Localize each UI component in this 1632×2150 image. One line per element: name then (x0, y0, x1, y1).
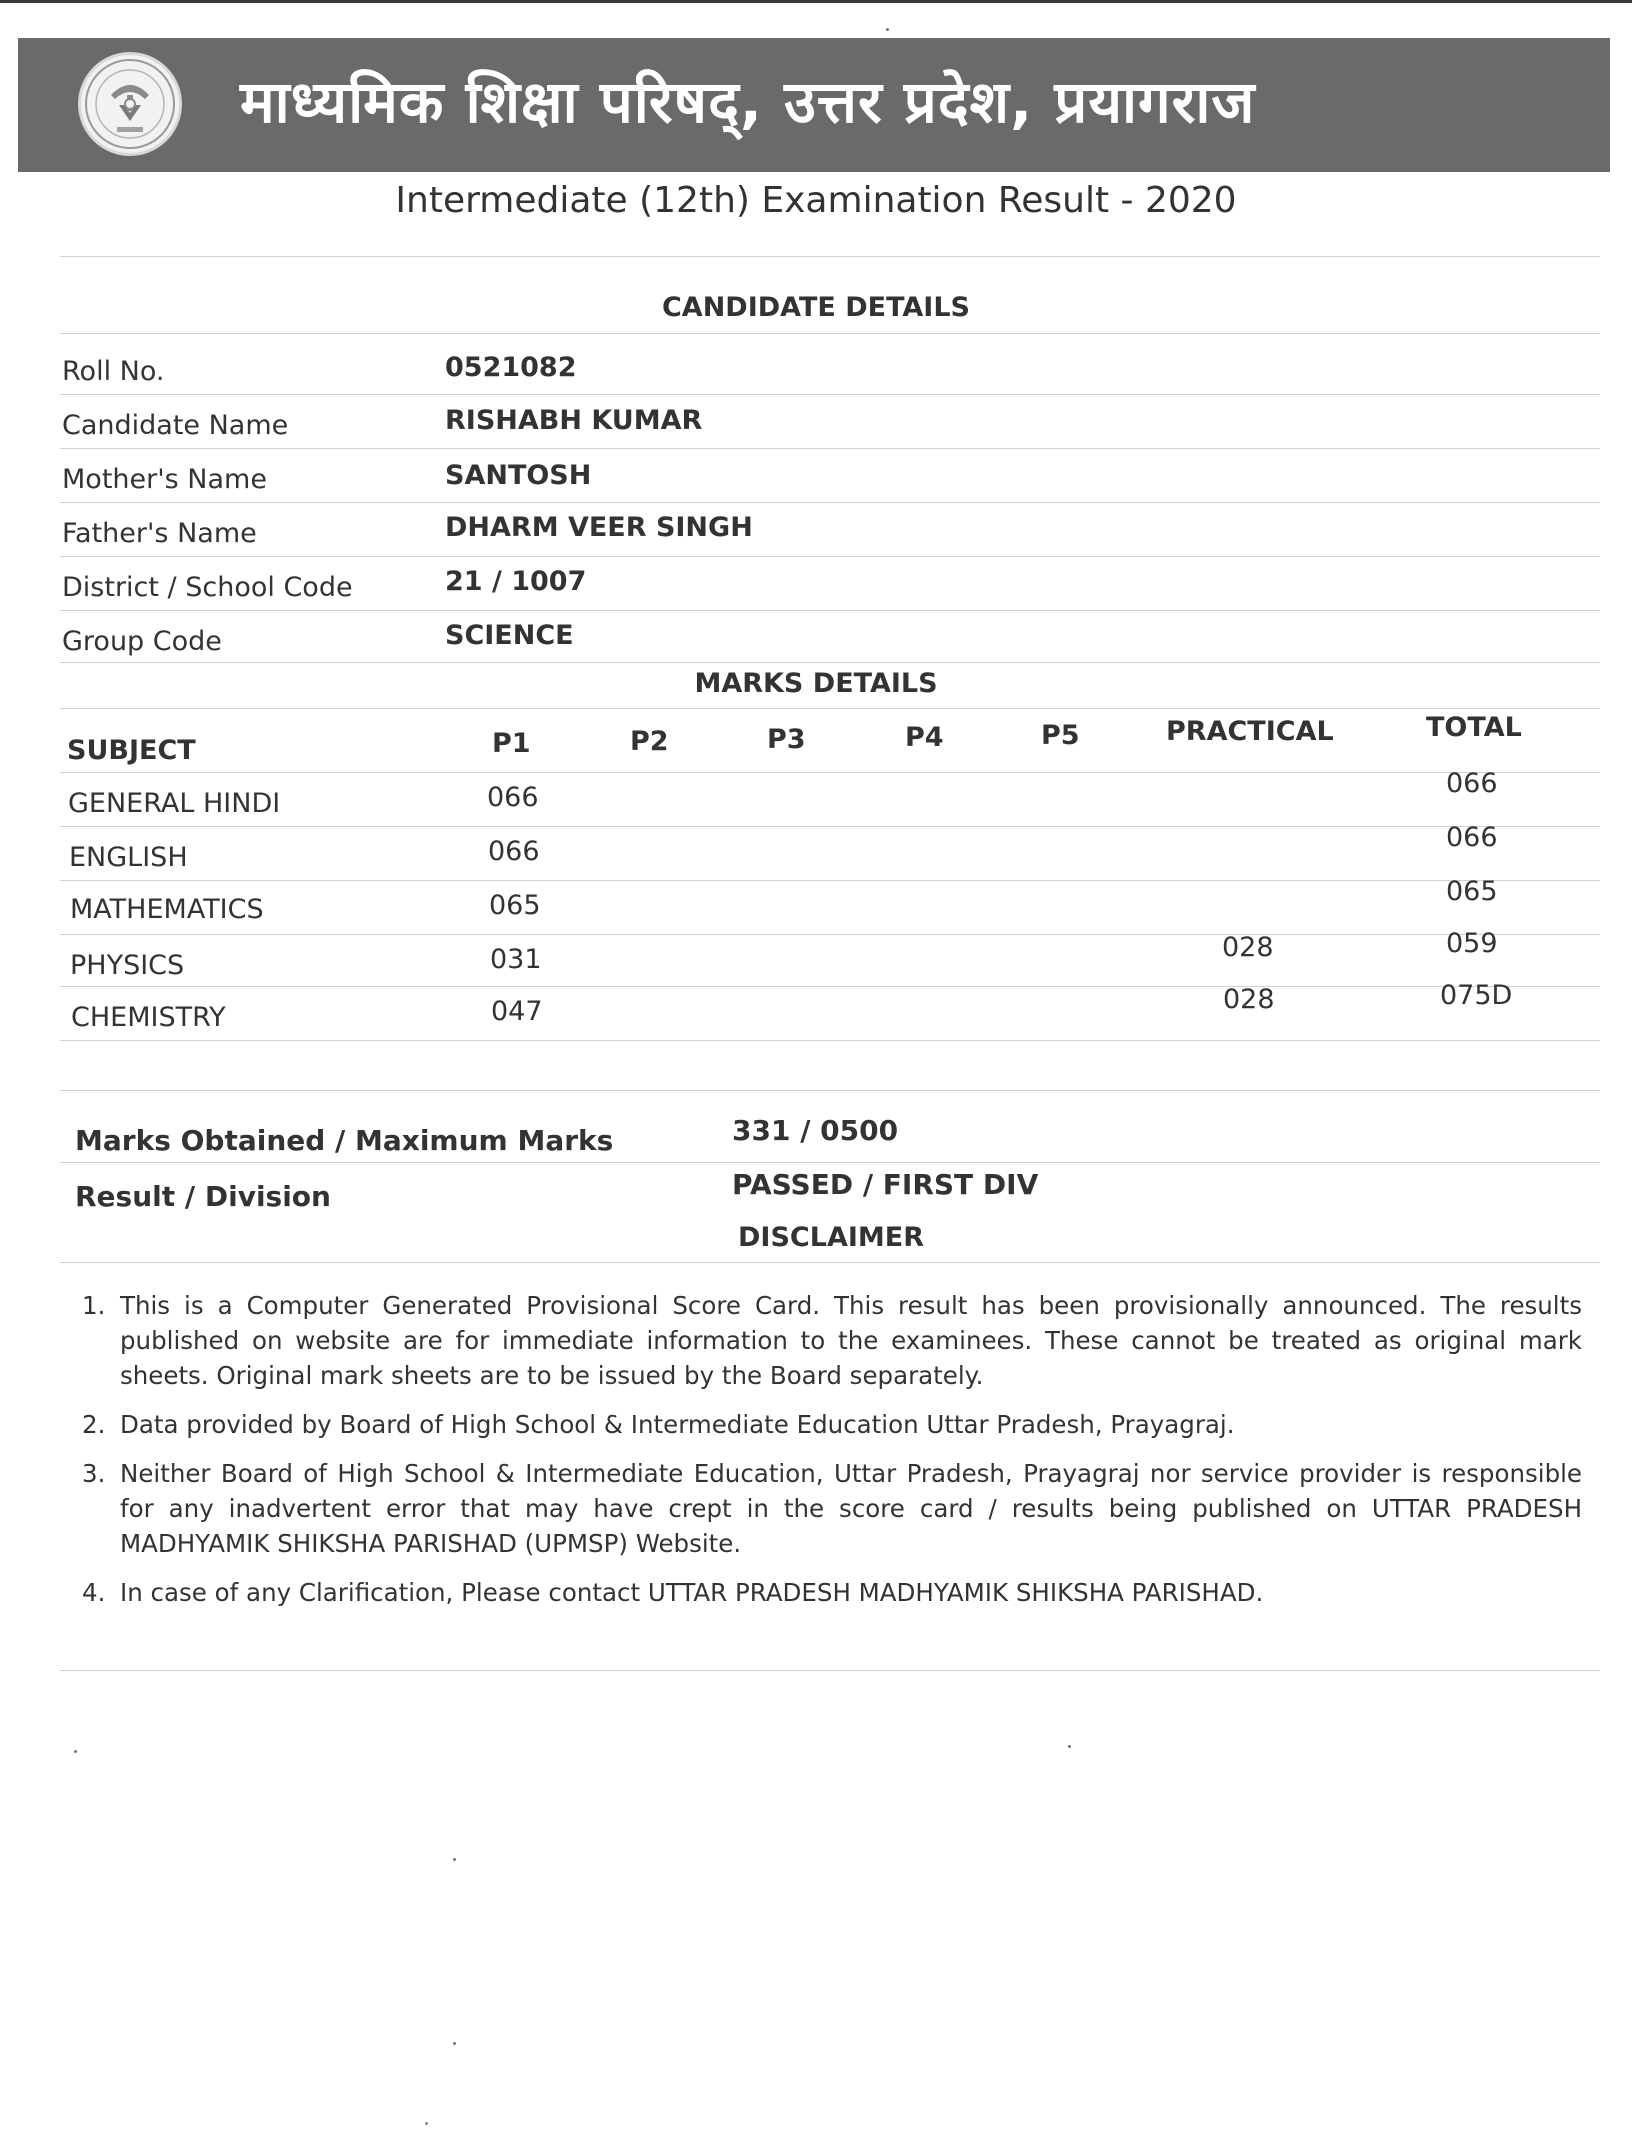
candidate-name-value: RISHABH KUMAR (445, 405, 703, 436)
marks-details-heading: MARKS DETAILS (694, 668, 938, 699)
divider (60, 394, 1600, 395)
fathers-name-value: DHARM VEER SINGH (445, 512, 753, 543)
divider (60, 1162, 1600, 1163)
disclaimer-item-text: This is a Computer Generated Provisional Score Card. This result has been provisionally announced. The results published on website are for immediate information to the examinees. These cannot be treated as original mark sheets. Original mark sheets are to be issued by the Board separately. (120, 1291, 1582, 1390)
candidate-details-heading: CANDIDATE DETAILS (661, 292, 970, 323)
exam-title: Intermediate (12th) Examination Result - 2020 (395, 180, 1237, 221)
disclaimer-item-number: 2. (82, 1410, 106, 1439)
board-seal-logo (78, 52, 182, 156)
scan-speck (453, 2042, 456, 2045)
divider (60, 708, 1600, 709)
mothers-name-value: SANTOSH (445, 460, 592, 491)
divider (60, 610, 1600, 611)
board-title-hindi: माध्यमिक शिक्षा परिषद्, उत्तर प्रदेश, प्रयागराज (240, 68, 1256, 136)
fathers-name-label: Father's Name (62, 518, 257, 549)
table-row-total: 065 (1446, 876, 1498, 907)
disclaimer-item-text: Data provided by Board of High School & Intermediate Education Uttar Pradesh, Prayagraj. (120, 1410, 1235, 1439)
disclaimer-list (82, 1288, 1582, 1624)
scan-speck (1068, 1745, 1071, 1748)
divider (60, 772, 1600, 773)
table-row-subject: PHYSICS (70, 950, 185, 981)
table-row-p1: 065 (489, 890, 541, 921)
scan-speck (886, 28, 889, 31)
table-row-p1: 047 (491, 996, 543, 1027)
table-row-total: 066 (1446, 768, 1498, 799)
table-row-practical: 028 (1223, 984, 1275, 1015)
divider (60, 256, 1600, 257)
roll-no-value: 0521082 (445, 352, 577, 383)
table-row-subject: GENERAL HINDI (68, 788, 281, 819)
disclaimer-heading: DISCLAIMER (738, 1222, 924, 1253)
divider (60, 448, 1600, 449)
divider (60, 1090, 1600, 1091)
district-school-code-value: 21 / 1007 (445, 566, 587, 597)
col-practical-header: PRACTICAL (1166, 716, 1334, 747)
divider (60, 333, 1600, 334)
divider (60, 1670, 1600, 1671)
group-code-value: SCIENCE (445, 620, 574, 651)
table-row-subject: CHEMISTRY (71, 1002, 226, 1033)
result-division-label: Result / Division (75, 1180, 331, 1213)
table-row-total: 066 (1446, 822, 1498, 853)
col-p1-header: P1 (492, 728, 531, 759)
disclaimer-item-number: 4. (82, 1578, 106, 1607)
divider (60, 880, 1600, 881)
seal-emblem-icon (81, 55, 179, 153)
district-school-code-label: District / School Code (62, 572, 353, 603)
table-row-subject: ENGLISH (69, 842, 188, 873)
disclaimer-item (82, 1407, 1582, 1442)
table-row-p1: 066 (487, 782, 539, 813)
group-code-label: Group Code (62, 626, 222, 657)
top-edge-rule (0, 0, 1632, 3)
disclaimer-item (82, 1456, 1582, 1561)
col-p3-header: P3 (767, 724, 806, 755)
disclaimer-item-number: 1. (82, 1291, 106, 1320)
disclaimer-item (82, 1575, 1582, 1610)
divider (60, 986, 1600, 987)
table-row-p1: 031 (490, 944, 542, 975)
col-p4-header: P4 (905, 722, 944, 753)
divider (60, 826, 1600, 827)
divider (60, 556, 1600, 557)
marks-obtained-value: 331 / 0500 (732, 1114, 899, 1147)
candidate-name-label: Candidate Name (62, 410, 289, 441)
disclaimer-item-text: Neither Board of High School & Intermediate Education, Uttar Pradesh, Prayagraj nor service provider is responsible for any inadvertent error that may have crept in the score card / results being published on UTTAR PRADESH MADHYAMIK SHIKSHA PARISHAD (UPMSP) Website. (120, 1459, 1582, 1558)
table-row-p1: 066 (488, 836, 540, 867)
result-division-value: PASSED / FIRST DIV (732, 1168, 1039, 1201)
roll-no-label: Roll No. (62, 356, 165, 387)
col-total-header: TOTAL (1426, 712, 1522, 743)
divider (60, 1262, 1600, 1263)
col-p2-header: P2 (630, 726, 669, 757)
divider (60, 1040, 1600, 1041)
disclaimer-item (82, 1288, 1582, 1393)
disclaimer-item-text: In case of any Clarification, Please contact UTTAR PRADESH MADHYAMIK SHIKSHA PARISHAD. (120, 1578, 1264, 1607)
col-subject-header: SUBJECT (67, 735, 196, 766)
scan-speck (425, 2122, 428, 2125)
scan-speck (74, 1750, 77, 1753)
divider (60, 934, 1600, 935)
table-row-practical: 028 (1222, 932, 1274, 963)
table-row-total: 059 (1446, 928, 1498, 959)
mothers-name-label: Mother's Name (62, 464, 267, 495)
marks-obtained-label: Marks Obtained / Maximum Marks (75, 1124, 614, 1157)
table-row-subject: MATHEMATICS (70, 894, 264, 925)
table-row-total: 075D (1440, 980, 1513, 1011)
col-p5-header: P5 (1041, 720, 1080, 751)
scan-speck (453, 1858, 456, 1861)
header-band (18, 38, 1610, 172)
divider (60, 662, 1600, 663)
disclaimer-item-number: 3. (82, 1459, 106, 1488)
divider (60, 502, 1600, 503)
